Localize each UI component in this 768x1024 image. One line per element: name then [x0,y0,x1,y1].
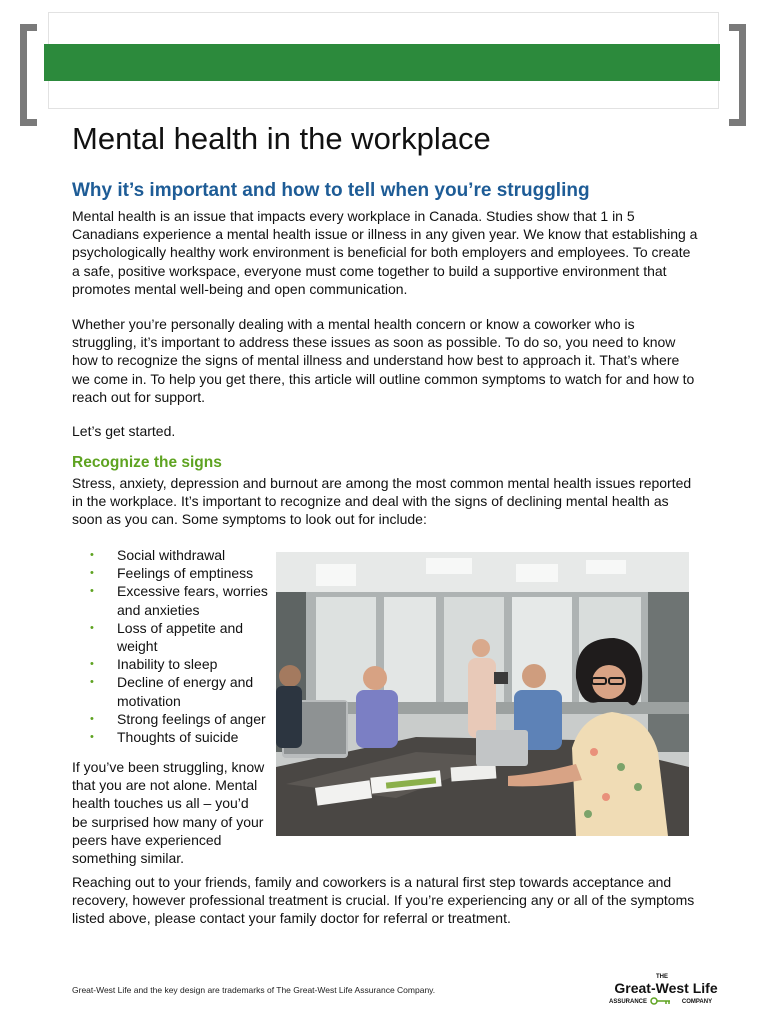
list-item-text: Decline of energy and motivation [117,674,254,709]
list-item [90,655,270,673]
bullet-icon: • [90,585,94,598]
list-item-text: Excessive fears, worries and anxieties [117,583,268,618]
bullet-icon: • [90,549,94,561]
meeting-photo [276,552,689,836]
list-item [90,728,270,746]
list-item [90,619,270,655]
list-item [90,546,270,564]
header-bracket-right [729,24,746,126]
closing-paragraph: Reaching out to your friends, family and coworkers is a natural first step towards acceptance and recovery, however professional treatment is crucial. If you’re experiencing any or all of the symptoms listed above, please contact your family doctor for referral or treatment. [72,874,695,927]
logo-name: Great-West Life [614,980,718,996]
list-item-text: Thoughts of suicide [117,729,239,746]
subtitle: Why it’s important and how to tell when you’re struggling [72,180,590,201]
trademark-note: Great-West Life and the key design are trademarks of The Great-West Life Assurance Company. [72,985,436,995]
list-item [90,564,270,582]
intro-paragraph-2: Whether you’re personally dealing with a mental health concern or know a coworker who is struggling, it’s important to address these issues as soon as possible. To do so, you need to know how to recognize the signs of mental illness and understand how best to approach it. That’s where we come in. To help you get there, this article will outline common symptoms to watch for and how to reach out for support. [72,316,695,405]
intro-paragraph-1: Mental health is an issue that impacts every workplace in Canada. Studies show that 1 in 5 Canadians experience a mental health issue or illness in any given year. We know that establishing a psychologically healthy work environment is beneficial for both employers and employees. To create a safe, positive workspace, everyone must come together to build a supportive environment that promotes mental well-being and open communication. [72,208,698,297]
logo-assurance: ASSURANCE [608,999,648,1005]
bullet-icon: • [90,712,94,725]
logo-company: COMPANY [681,999,713,1005]
list-item [90,582,270,618]
intro-paragraph-3: Let’s get started. [72,423,176,439]
header-banner [44,44,720,81]
page-title: Mental health in the workplace [72,121,491,156]
list-item-text: Inability to sleep [117,656,218,673]
list-item-text: Strong feelings of anger [117,710,266,727]
section-lead: Stress, anxiety, depression and burnout are among the most common mental health issues reported in the workplace. It’s important to recognize and deal with the signs of declining mental health as soon as you can. Some symptoms to look out for include: [72,475,692,528]
header-bracket-left [20,24,37,126]
reassurance-paragraph: If you’ve been struggling, know that you are not alone. Mental health touches us all – you’d be surprised how many of your peers have experienced something similar. [72,759,265,867]
list-item [90,710,270,728]
logo-the: THE [656,974,668,980]
bullet-icon: • [90,567,94,580]
list-item-text: Feelings of emptiness [117,565,254,582]
symptom-list [90,546,270,746]
list-item-text: Social withdrawal [117,547,226,563]
great-west-life-logo [590,970,750,1010]
section-heading: Recognize the signs [72,454,222,471]
bullet-icon: • [90,676,94,689]
bullet-icon: • [90,658,94,671]
bullet-icon: • [90,621,94,634]
list-item-text: Loss of appetite and weight [117,619,244,655]
key-icon [651,998,670,1004]
list-item [90,673,270,709]
bullet-icon: • [90,731,94,744]
